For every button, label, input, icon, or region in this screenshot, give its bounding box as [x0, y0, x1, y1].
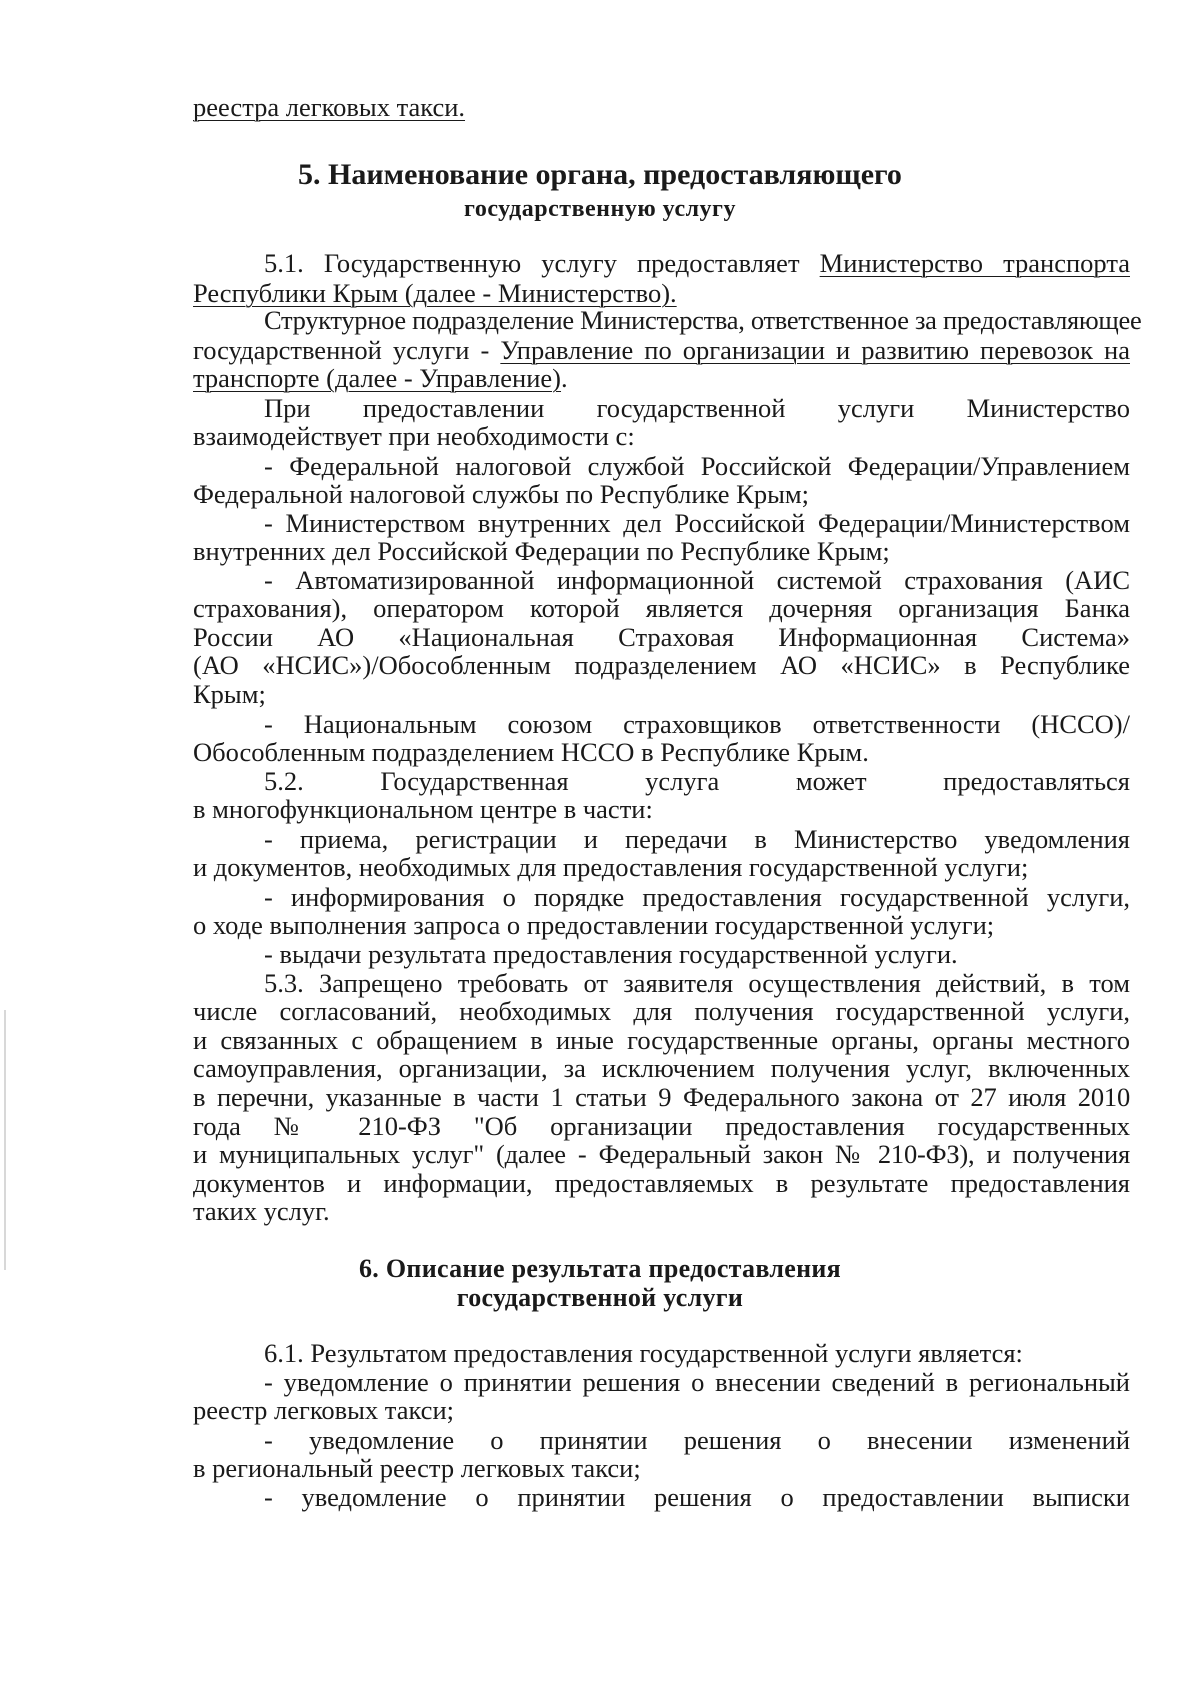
ais-line5: Крым;	[193, 679, 266, 709]
result2-line2: в региональный реестр легковых такси;	[193, 1453, 641, 1483]
p51-line1	[264, 248, 1130, 279]
fns-line2: Федеральной налоговой службы по Республике Крым;	[193, 479, 810, 509]
struct-end: .	[561, 363, 568, 393]
p61-line: 6.1. Результатом предоставления государственной услуги является:	[264, 1338, 1023, 1368]
info-line1: - информирования о порядке предоставления государственной услуги,	[264, 882, 1130, 912]
struct-line1: Структурное подразделение Министерства, ответственное за предоставляющее	[264, 305, 1142, 335]
ministry-link-text: Министерство транспорта	[819, 248, 1130, 278]
scan-edge-mark	[4, 1010, 6, 1270]
p51-text: 5.1. Государственную услугу предоставляет	[264, 248, 820, 278]
mvd-line2: внутренних дел Российской Федерации по Республике Крым;	[193, 536, 890, 566]
recv-line1: - приема, регистрации и передачи в Министерство уведомления	[264, 824, 1130, 854]
section6-heading-line2: государственной услуги	[456, 1283, 744, 1312]
p53-line3: и связанных с обращением в иные государственные органы, органы местного	[193, 1025, 1130, 1055]
p53-line1: 5.3. Запрещено требовать от заявителя осуществления действий, в том	[264, 968, 1130, 998]
p53-line5: в перечни, указанные в части 1 статьи 9 Федерального закона от 27 июля 2010	[193, 1082, 1130, 1112]
recv-line2: и документов, необходимых для предоставления государственной услуги;	[193, 852, 1029, 882]
p53-line9: таких услуг.	[193, 1196, 330, 1226]
info-line2: о ходе выполнения запроса о предоставлении государственной услуги;	[193, 910, 995, 940]
department-name: Управление по организации и развитию перевозок на	[500, 335, 1130, 365]
at-line1: При предоставлении государственной услуги Министерство	[264, 393, 1130, 423]
fns-line1: - Федеральной налоговой службой Российской Федерации/Управлением	[264, 451, 1130, 481]
p52-line1: 5.2. Государственная услуга может предоставляться	[264, 766, 1130, 796]
section5-heading-line1: 5. Наименование органа, предоставляющего	[298, 158, 902, 191]
p53-line6: года № 210-ФЗ "Об организации предоставления государственных	[193, 1111, 1130, 1141]
issue-line1: - выдачи результата предоставления государственной услуги.	[264, 939, 958, 969]
ais-line2: страхования), оператором которой является дочерняя организация Банка	[193, 593, 1130, 623]
p53-line7: и муниципальных услуг" (далее - Федеральный закон № 210-ФЗ), и получения	[193, 1139, 1130, 1169]
p53-line2: числе согласований, необходимых для получения государственной услуги,	[193, 996, 1130, 1026]
p52-line2: в многофункциональном центре в части:	[193, 794, 653, 824]
nsso-line1: - Национальным союзом страховщиков ответственности (НССО)/	[264, 709, 1130, 739]
result2-line1: - уведомление о принятии решения о внесении изменений	[264, 1425, 1130, 1455]
continuation-line: реестра легковых такси.	[193, 92, 466, 122]
ais-line4: (АО «НСИС»)/Обособленным подразделением АО «НСИС» в Республике	[193, 650, 1130, 680]
struct-line2	[193, 335, 1130, 366]
section6-heading-line1: 6. Описание результата предоставления	[358, 1254, 842, 1283]
nsso-line2: Обособленным подразделением НССО в Республике Крым.	[193, 737, 869, 767]
section5-heading-line2: государственную услугу	[464, 196, 736, 222]
department-name-cont: транспорте (далее - Управление)	[193, 363, 562, 393]
mvd-line1: - Министерством внутренних дел Российской Федерации/Министерством	[264, 508, 1130, 538]
struct-line3	[193, 363, 1130, 394]
at-line2: взаимодействует при необходимости с:	[193, 421, 635, 451]
ais-line3: России АО «Национальная Страховая Информационная Система»	[193, 622, 1130, 652]
ais-line1: - Автоматизированной информационной системой страхования (АИС	[264, 565, 1130, 595]
p51-line2: Республики Крым (далее - Министерство).	[193, 278, 677, 308]
result1-line1: - уведомление о принятии решения о внесении сведений в региональный	[264, 1367, 1130, 1397]
struct-text: государственной услуги -	[193, 335, 501, 365]
result1-line2: реестр легковых такси;	[193, 1395, 454, 1425]
p53-line4: самоуправления, организации, за исключением получения услуг, включенных	[193, 1053, 1130, 1083]
p53-line8: документов и информации, предоставляемых в результате предоставления	[193, 1168, 1130, 1198]
result3-line1: - уведомление о принятии решения о предоставлении выписки	[264, 1482, 1130, 1512]
